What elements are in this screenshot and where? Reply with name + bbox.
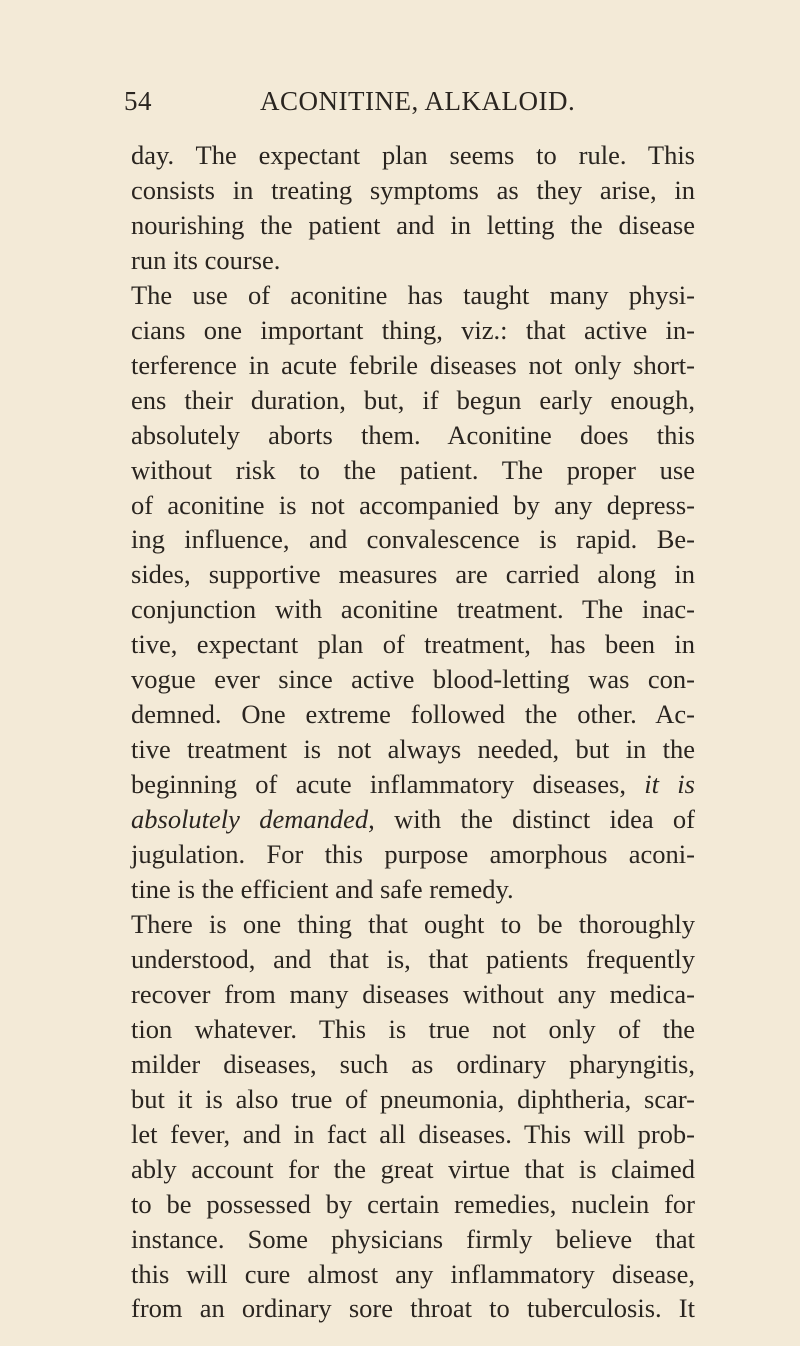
text-line: There is one thing that ought to be thoroughly: [131, 908, 695, 939]
text-line: nourishing the patient and in letting the disease: [131, 209, 695, 240]
text-line: run its course.: [131, 244, 281, 275]
text-line: vogue ever since active blood-letting was con-: [131, 664, 695, 695]
text-line: of aconitine is not accompanied by any depress-: [131, 489, 695, 520]
text-line: milder diseases, such as ordinary pharyngitis,: [131, 1048, 695, 1079]
text-line: tion whatever. This is true not only of the: [131, 1013, 695, 1044]
paragraph-3: [131, 907, 695, 1326]
text-line: from an ordinary sore throat to tuberculosis. It: [131, 1293, 695, 1324]
text-line: consists in treating symptoms as they arise, in: [131, 174, 695, 205]
text-line: cians one important thing, viz.: that active in-: [131, 314, 695, 345]
text-line: The use of aconitine has taught many physi-: [131, 279, 695, 310]
text-line: recover from many diseases without any medica-: [131, 978, 695, 1009]
text-line: jugulation. For this purpose amorphous aconi-: [131, 839, 695, 870]
text-line: without risk to the patient. The proper use: [131, 454, 695, 485]
text-line: ens their duration, but, if begun early enough,: [131, 384, 695, 415]
text-line: absolutely aborts them. Aconitine does this: [131, 419, 695, 450]
text-line: [131, 802, 695, 837]
text-line: sides, supportive measures are carried along in: [131, 559, 695, 590]
text-line: conjunction with aconitine treatment. The inac-: [131, 594, 695, 625]
text-line: understood, and that is, that patients frequently: [131, 943, 695, 974]
text-line: terference in acute febrile diseases not only short-: [131, 349, 695, 380]
paragraph-2: [131, 278, 695, 907]
text-line-segment: beginning of acute inflammatory diseases,: [131, 769, 645, 800]
body-text: [131, 138, 695, 1326]
text-line: ing influence, and convalescence is rapid. Be-: [131, 524, 695, 555]
italic-emphasis: it is: [644, 769, 695, 800]
text-line: instance. Some physicians firmly believe that: [131, 1223, 695, 1254]
page-header: [124, 84, 584, 118]
text-line: to be possessed by certain remedies, nuclein for: [131, 1188, 695, 1219]
text-line: let fever, and in fact all diseases. This will prob-: [131, 1118, 695, 1149]
text-line: this will cure almost any inflammatory disease,: [131, 1258, 695, 1289]
text-line: but it is also true of pneumonia, diphtheria, scar-: [131, 1083, 695, 1114]
text-line: tive treatment is not always needed, but in the: [131, 734, 695, 765]
text-line: tive, expectant plan of treatment, has been in: [131, 629, 695, 660]
text-line: demned. One extreme followed the other. Ac-: [131, 699, 695, 730]
text-line-segment: with the distinct idea of: [374, 804, 695, 835]
text-line: ably account for the great virtue that is claimed: [131, 1153, 695, 1184]
italic-emphasis: absolutely demanded,: [131, 804, 375, 835]
page-number: 54: [124, 86, 152, 116]
text-line: [131, 767, 695, 802]
text-line: day. The expectant plan seems to rule. This: [131, 140, 695, 170]
paragraph-1: [131, 138, 695, 278]
text-line: tine is the efficient and safe remedy.: [131, 874, 514, 905]
running-title: ACONITINE, ALKALOID.: [260, 86, 576, 116]
